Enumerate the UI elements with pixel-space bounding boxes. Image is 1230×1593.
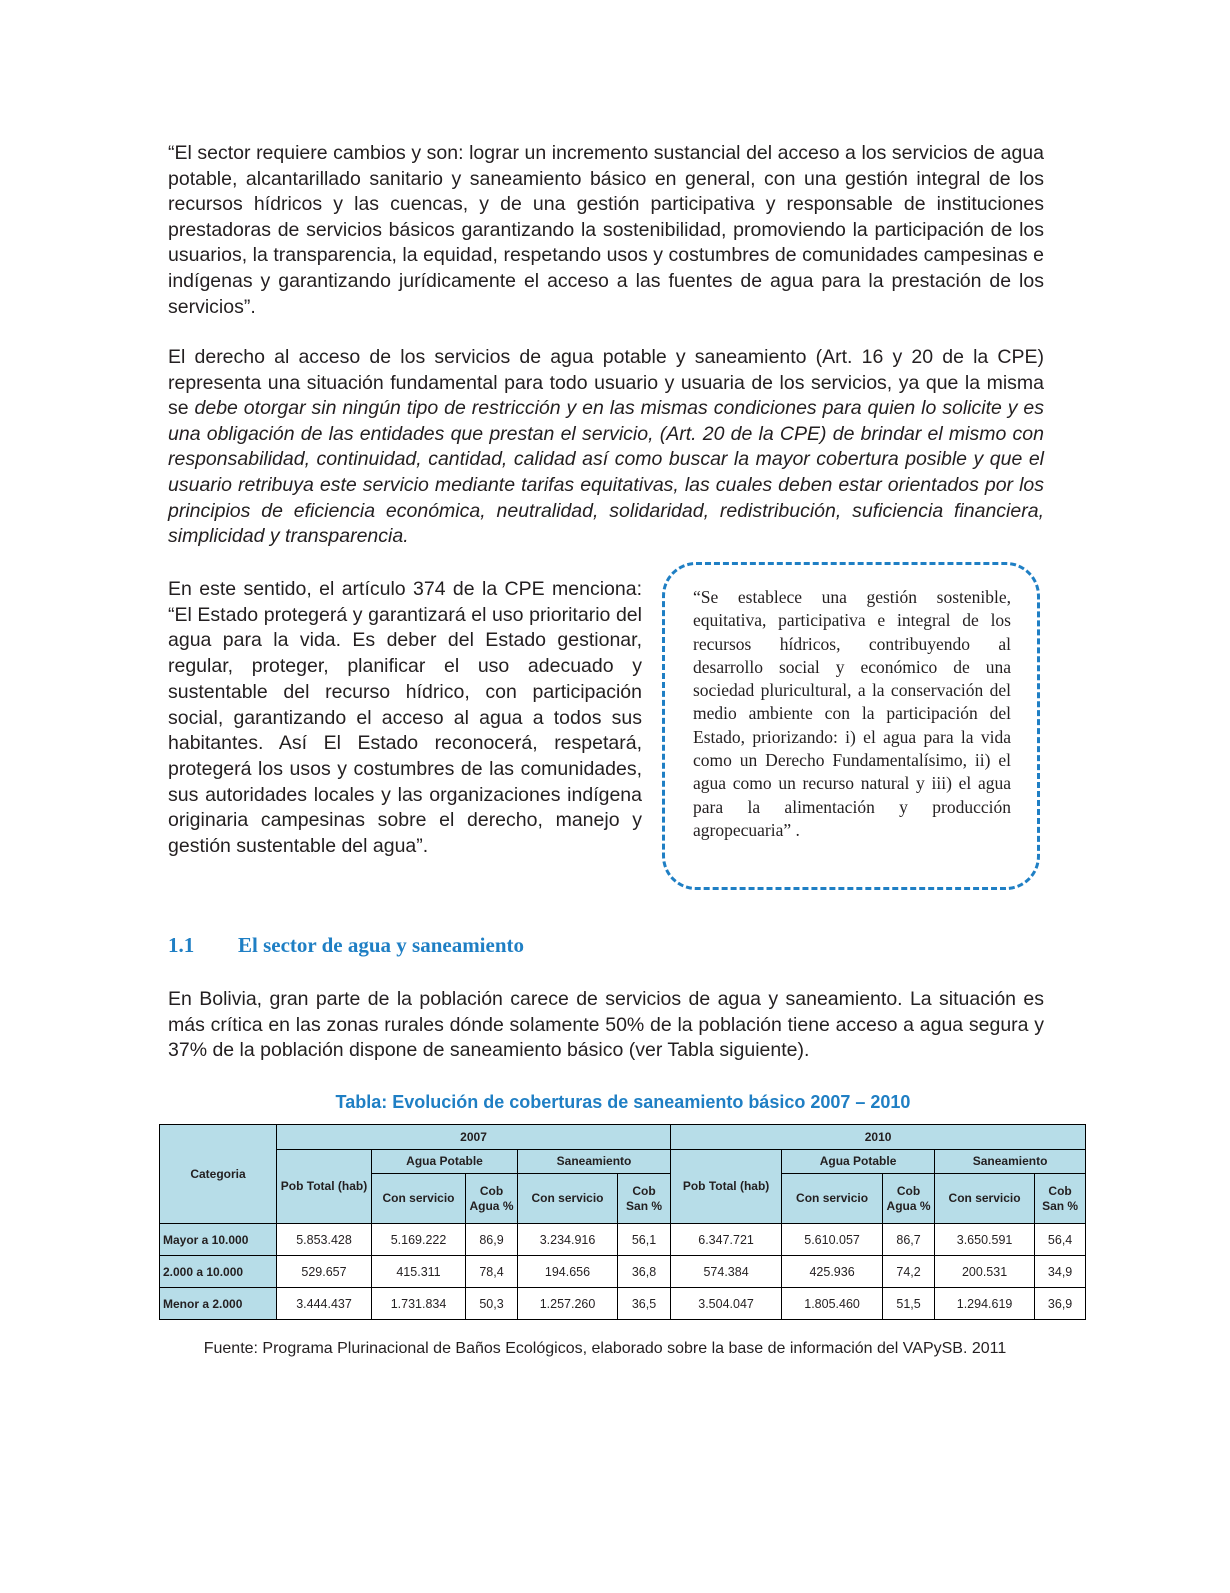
header-saneamiento-2007: Saneamiento bbox=[518, 1150, 671, 1174]
table-cell: 3.504.047 bbox=[671, 1288, 782, 1320]
table-cell: 51,5 bbox=[883, 1288, 935, 1320]
header-con-servicio-agua-2010: Con servicio bbox=[782, 1174, 883, 1224]
header-categoria: Categoria bbox=[160, 1125, 277, 1224]
header-agua-potable-2010: Agua Potable bbox=[782, 1150, 935, 1174]
table-row bbox=[160, 1224, 1086, 1256]
header-year-2007: 2007 bbox=[277, 1125, 671, 1150]
quote-text: “Se establece una gestión sostenible, equitativa, participativa e integral de los recursos hídricos, contribuyendo al desarrollo social y económico de una sociedad pluricultural, a la conservación del medio ambiente con la participación del Estado, priorizando: i) el agua para la vida como un Derecho Fundamentalísimo, ii) el agua como un recurso natural y iii) el agua para la alimentación y producción agropecuaria” . bbox=[693, 587, 1011, 840]
table-cell: 529.657 bbox=[277, 1256, 372, 1288]
table-cell: 3.650.591 bbox=[935, 1224, 1035, 1256]
table-cell: 56,4 bbox=[1035, 1224, 1086, 1256]
header-con-servicio-agua-2007: Con servicio bbox=[372, 1174, 466, 1224]
paragraph-right-to-access bbox=[168, 345, 1044, 550]
paragraph-right-italic: debe otorgar sin ningún tipo de restricción y en las mismas condiciones para quien lo solicite y es una obligación de las entidades que prestan el servicio, (Art. 20 de la CPE) de brindar el mismo con responsabilidad, continuidad, cantidad, calidad así como buscar la mayor cobertura posible y que el usuario retribuya este servicio mediante tarifas equitativas, las cuales deben estar orientados por los principios de eficiencia económica, neutralidad, solidaridad, redistribución, suficiencia financiera, simplicidad y transparencia. bbox=[168, 397, 1045, 548]
header-pob-total-2010: Pob Total (hab) bbox=[671, 1150, 782, 1224]
table-cell: 36,8 bbox=[618, 1256, 671, 1288]
table-cell: 5.169.222 bbox=[372, 1224, 466, 1256]
header-cob-san-2007: Cob San % bbox=[618, 1174, 671, 1224]
header-agua-potable-2007: Agua Potable bbox=[372, 1150, 518, 1174]
table-cell: 3.234.916 bbox=[518, 1224, 618, 1256]
table-cell: 200.531 bbox=[935, 1256, 1035, 1288]
table-cell: 425.936 bbox=[782, 1256, 883, 1288]
header-cob-agua-2010: Cob Agua % bbox=[883, 1174, 935, 1224]
table-cell: 3.444.437 bbox=[277, 1288, 372, 1320]
header-pob-total-2007: Pob Total (hab) bbox=[277, 1150, 372, 1224]
table-title: Tabla: Evolución de coberturas de saneamiento básico 2007 – 2010 bbox=[335, 1092, 911, 1112]
header-year-2010: 2010 bbox=[671, 1125, 1086, 1150]
header-saneamiento-2010: Saneamiento bbox=[935, 1150, 1086, 1174]
table-cell: 5.610.057 bbox=[782, 1224, 883, 1256]
table-cell: 5.853.428 bbox=[277, 1224, 372, 1256]
table-cell: 78,4 bbox=[466, 1256, 518, 1288]
section-number: 1.1 bbox=[168, 933, 195, 957]
section-title: El sector de agua y saneamiento bbox=[238, 933, 525, 957]
section-heading bbox=[168, 933, 524, 958]
table-cell: 86,7 bbox=[883, 1224, 935, 1256]
row-category: 2.000 a 10.000 bbox=[160, 1256, 277, 1288]
table-source: Fuente: Programa Plurinacional de Baños Ecológicos, elaborado sobre la base de información del VAPySB. 2011 bbox=[203, 1340, 1007, 1357]
table-cell: 1.731.834 bbox=[372, 1288, 466, 1320]
table-cell: 1.257.260 bbox=[518, 1288, 618, 1320]
table-cell: 74,2 bbox=[883, 1256, 935, 1288]
table-body bbox=[160, 1224, 1086, 1320]
table-cell: 1.805.460 bbox=[782, 1288, 883, 1320]
header-con-servicio-san-2010: Con servicio bbox=[935, 1174, 1035, 1224]
table-cell: 194.656 bbox=[518, 1256, 618, 1288]
paragraph-right-plain: El derecho al acceso de los servicios de agua potable y saneamiento (Art. 16 y 20 de la CPE) representa una situación fundamental para todo usuario y usuaria de los servicios, ya que la misma se bbox=[168, 346, 1044, 420]
table-cell: 86,9 bbox=[466, 1224, 518, 1256]
table-cell: 34,9 bbox=[1035, 1256, 1086, 1288]
row-category: Mayor a 10.000 bbox=[160, 1224, 277, 1256]
paragraph-article-374: En este sentido, el artículo 374 de la CPE menciona: “El Estado protegerá y garantizará el uso prioritario del agua para la vida. Es deber del Estado gestionar, regular, proteger, planificar el uso adecuado y sustentable del recurso hídrico, con participación social, garantizando el acceso al agua a todos sus habitantes. Así El Estado reconocerá, respetará, protegerá los usos y costumbres de las comunidades, sus autoridades locales y las organizaciones indígena originaria campesinas sobre el derecho, manejo y gestión sustentable del agua”. bbox=[168, 578, 642, 858]
table-cell: 36,9 bbox=[1035, 1288, 1086, 1320]
paragraph-bolivia: En Bolivia, gran parte de la población carece de servicios de agua y saneamiento. La situación es más crítica en las zonas rurales dónde solamente 50% de la población tiene acceso a agua segura y 37% de la población dispone de saneamiento básico (ver Tabla siguiente). bbox=[168, 988, 1044, 1062]
table-cell: 36,5 bbox=[618, 1288, 671, 1320]
header-cob-san-2010: Cob San % bbox=[1035, 1174, 1086, 1224]
table-cell: 56,1 bbox=[618, 1224, 671, 1256]
table-cell: 50,3 bbox=[466, 1288, 518, 1320]
coverage-table bbox=[159, 1124, 1086, 1320]
table-cell: 574.384 bbox=[671, 1256, 782, 1288]
row-category: Menor a 2.000 bbox=[160, 1288, 277, 1320]
table-cell: 6.347.721 bbox=[671, 1224, 782, 1256]
table-row bbox=[160, 1288, 1086, 1320]
table-cell: 1.294.619 bbox=[935, 1288, 1035, 1320]
table-row bbox=[160, 1256, 1086, 1288]
paragraph-sector-changes: “El sector requiere cambios y son: lograr un incremento sustancial del acceso a los servicios de agua potable, alcantarillado sanitario y saneamiento básico en general, con una gestión integral de los recursos hídricos y las cuencas, y de una gestión participativa y responsable de instituciones prestadoras de servicios básicos garantizando la sostenibilidad, promoviendo la participación de los usuarios, la transparencia, la equidad, respetando usos y costumbres de comunidades campesinas e indígenas y garantizando jurídicamente el acceso a las fuentes de agua para la prestación de los servicios”. bbox=[168, 142, 1044, 318]
header-con-servicio-san-2007: Con servicio bbox=[518, 1174, 618, 1224]
table-cell: 415.311 bbox=[372, 1256, 466, 1288]
header-cob-agua-2007: Cob Agua % bbox=[466, 1174, 518, 1224]
